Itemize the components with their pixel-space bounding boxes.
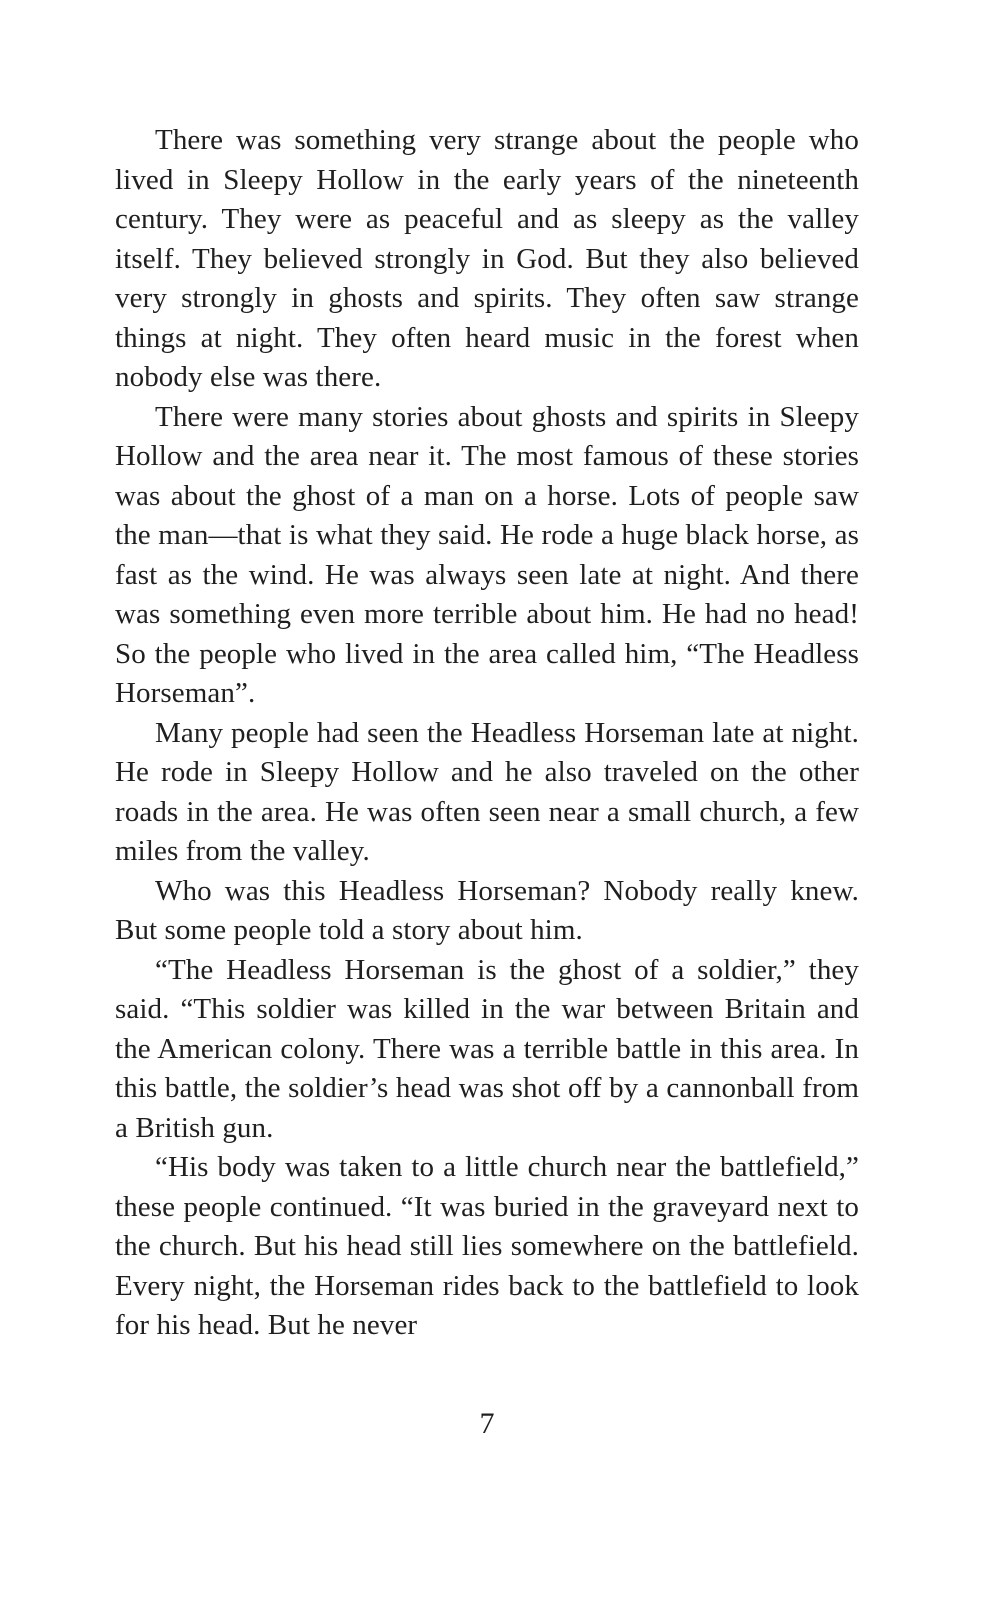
page-body	[115, 121, 859, 1346]
paragraph-1: There was something very strange about the people who lived in Sleepy Hollow in the early years of the nineteenth century. They were as peaceful and as sleepy as the valley itself. They believed strongly in God. But they also believed very strongly in ghosts and spirits. They often saw strange things at night. They often heard music in the forest when nobody else was there.	[115, 124, 859, 393]
paragraph-2: There were many stories about ghosts and spirits in Sleepy Hollow and the area near it. The most famous of these stories was about the ghost of a man on a horse. Lots of people saw the man—that is what they said. He rode a huge black horse, as fast as the wind. He was always seen late at night. And there was something even more terrible about him. He had no head! So the people who lived in the area called him, “The Headless Horseman”.	[115, 400, 859, 709]
paragraph-4: Who was this Headless Horseman? Nobody really knew. But some people told a story about him.	[115, 874, 859, 946]
paragraph-3: Many people had seen the Headless Horseman late at night. He rode in Sleepy Hollow and he also traveled on the other roads in the area. He was often seen near a small church, a few miles from the valley.	[115, 716, 859, 867]
page-number: 7	[479, 1407, 495, 1440]
paragraph-6: “His body was taken to a little church near the battlefield,” these people continued. “It was buried in the graveyard next to the church. But his head still lies somewhere on the battlefield. Every night, the Horseman rides back to the battlefield to look for his head. But he never	[115, 1151, 859, 1341]
paragraph-5: “The Headless Horseman is the ghost of a soldier,” they said. “This soldier was killed in the war between Britain and the American colony. There was a terrible battle in this area. In this battle, the soldier’s head was shot off by a cannonball from a British gun.	[115, 953, 859, 1144]
